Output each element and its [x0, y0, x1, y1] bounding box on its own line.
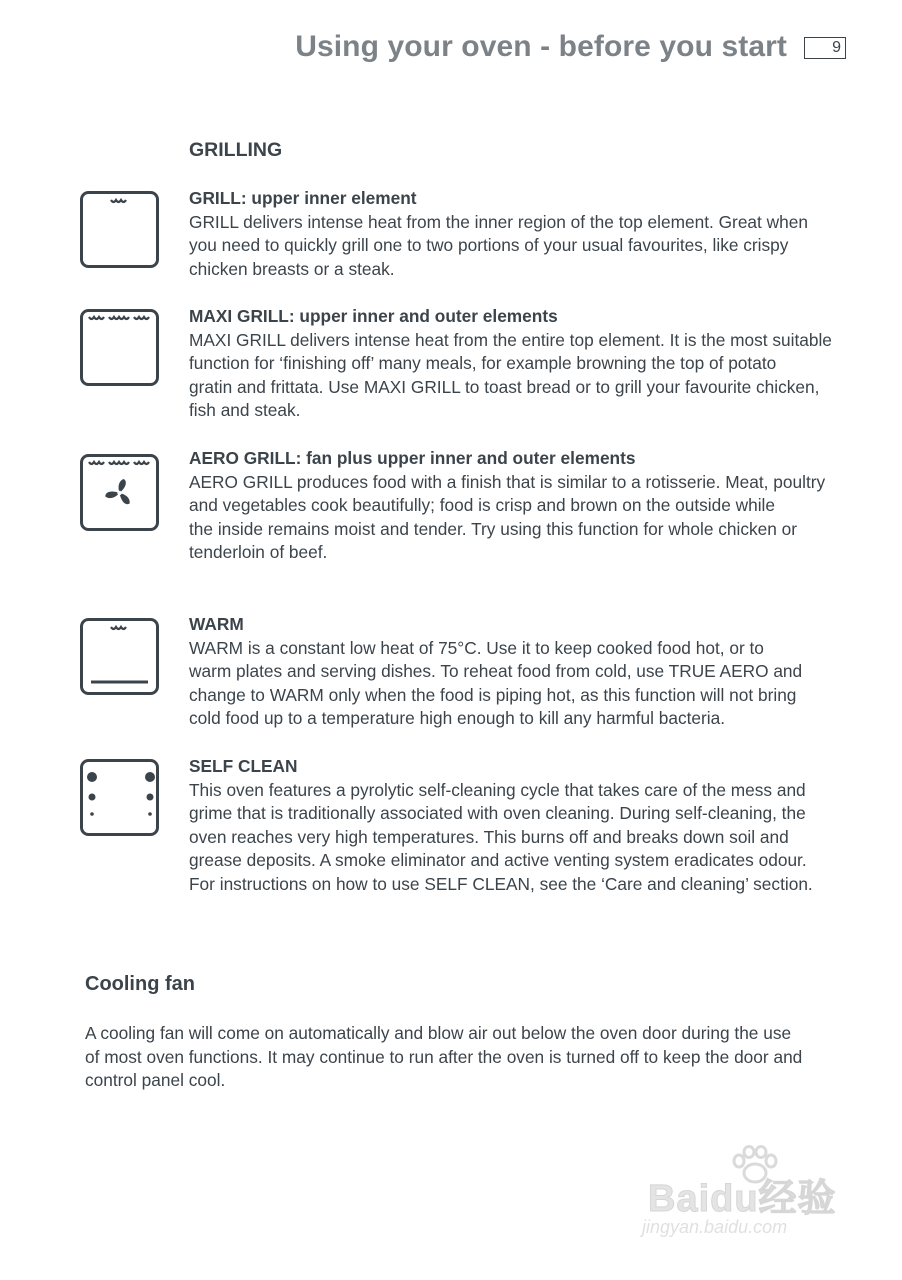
function-title: SELF CLEAN: [189, 756, 298, 776]
function-desc-line: For instructions on how to use SELF CLEAN, see the ‘Care and cleaning’ section.: [189, 873, 813, 894]
aero-grill-icon: [78, 452, 162, 532]
function-title: AERO GRILL: fan plus upper inner and outer elements: [189, 448, 636, 468]
function-desc-line: cold food up to a temperature high enough to kill any harmful bacteria.: [189, 708, 726, 729]
function-desc-line: This oven features a pyrolytic self-cleaning cycle that takes care of the mess and: [189, 779, 806, 800]
function-title: GRILL: upper inner element: [189, 188, 417, 208]
cooling-fan-heading: Cooling fan: [85, 973, 195, 995]
function-desc-line: GRILL delivers intense heat from the inner region of the top element. Great when: [189, 211, 808, 232]
function-title: WARM: [189, 614, 244, 634]
page-number: 9: [804, 37, 846, 59]
function-self-clean: [189, 755, 854, 897]
function-grill: [189, 187, 854, 281]
function-desc-line: AERO GRILL produces food with a finish that is similar to a rotisserie. Meat, poultry: [189, 471, 826, 492]
function-desc-line: tenderloin of beef.: [189, 542, 328, 563]
function-desc-line: the inside remains moist and tender. Try using this function for whole chicken or: [189, 518, 798, 539]
function-desc-line: fish and steak.: [189, 400, 301, 421]
function-desc-line: function for ‘finishing off’ many meals, for example browning the top of potato: [189, 353, 777, 374]
function-maxi-grill: [189, 305, 854, 423]
function-desc-line: change to WARM only when the food is piping hot, as this function will not bring: [189, 684, 797, 705]
fan-icon: [104, 479, 132, 505]
maxi-grill-icon: [78, 307, 162, 387]
section-heading-grilling: GRILLING: [189, 139, 283, 161]
function-desc-line: gratin and frittata. Use MAXI GRILL to toast bread or to grill your favourite chicken,: [189, 376, 820, 397]
function-desc-line: grease deposits. A smoke eliminator and active venting system eradicates odour.: [189, 850, 807, 871]
function-desc-line: you need to quickly grill one to two portions of your usual favourites, like crispy: [189, 235, 789, 256]
watermark-url: jingyan.baidu.com: [642, 1217, 788, 1237]
cooling-fan-body: [85, 1022, 855, 1093]
function-desc-line: oven reaches very high temperatures. This burns off and breaks down soil and: [189, 826, 789, 847]
body-line: A cooling fan will come on automatically and blow air out below the oven door during the use: [85, 1023, 792, 1043]
function-warm: [189, 613, 854, 731]
baidu-watermark: [640, 1145, 855, 1250]
function-desc-line: chicken breasts or a steak.: [189, 258, 395, 279]
watermark-brand: Baidu经验: [648, 1178, 837, 1220]
self-clean-icon: [78, 757, 162, 837]
function-desc-line: grime that is traditionally associated with oven cleaning. During self-cleaning, the: [189, 803, 806, 824]
page-title: Using your oven - before you start: [295, 30, 787, 63]
function-desc-line: MAXI GRILL delivers intense heat from the entire top element. It is the most suitable: [189, 329, 832, 350]
function-desc-line: warm plates and serving dishes. To reheat food from cold, use TRUE AERO and: [189, 661, 803, 682]
function-desc-line: WARM is a constant low heat of 75°C. Use it to keep cooked food hot, or to: [189, 637, 764, 658]
function-desc-line: and vegetables cook beautifully; food is crisp and brown on the outside while: [189, 495, 776, 516]
function-title: MAXI GRILL: upper inner and outer elements: [189, 306, 558, 326]
function-aero-grill: [189, 447, 854, 565]
body-line: of most oven functions. It may continue to run after the oven is turned off to keep the door and: [85, 1046, 803, 1067]
warm-icon: [78, 616, 162, 696]
body-line: control panel cool.: [85, 1070, 226, 1091]
grill-icon: [78, 189, 162, 269]
